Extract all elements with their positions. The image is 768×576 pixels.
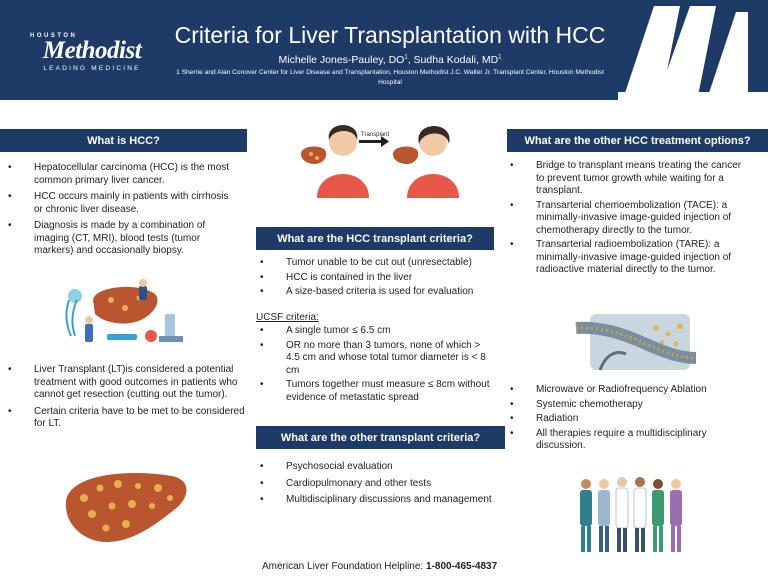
cirrhotic-liver-illustration: [62, 468, 192, 548]
poster-authors: Michelle Jones-Pauley, $DO^1$, Sudha Kodali, $MD^1$: [278, 54, 502, 66]
liver-lab-illustration: [55, 278, 185, 348]
list-item: • Certain criteria have to be met to be considered for LT.: [4, 406, 248, 431]
hcc-criteria-list: [256, 257, 496, 301]
ucsf-criteria-list: [256, 325, 496, 406]
list-item: • OR no more than 3 tumors, none of which > 4.5 cm and whose total tumor diameter is < 8 cm: [256, 340, 496, 378]
liver-transplant-list: [4, 364, 248, 435]
list-item: • All therapies require a multidisciplinary discussion.: [506, 428, 742, 453]
list-item: • Cardiopulmonary and other tests: [256, 478, 496, 491]
list-item: • Hepatocellular carcinoma (HCC) is the most common primary liver cancer.: [4, 162, 236, 187]
section-heading-other-treatment: What are the other HCC treatment options?: [507, 129, 768, 152]
list-item: • A size-based criteria is used for evaluation: [256, 286, 496, 299]
list-item: • Microwave or Radiofrequency Ablation: [506, 384, 742, 397]
section-heading-other-transplant: What are the other transplant criteria?: [256, 426, 505, 449]
list-item: • Diagnosis is made by a combination of imaging (CT, MRI), blood tests (tumor markers) and occasionally biopsy.: [4, 220, 236, 258]
list-item: • Liver Transplant (LT)is considered a potential treatment with good outcomes in patients who cannot get resection (cutting out the tumor).: [4, 364, 248, 402]
list-item: • Radiation: [506, 413, 742, 426]
section-heading-hcc-criteria: What are the HCC transplant criteria?: [256, 227, 494, 250]
list-item: • Multidisciplinary discussions and management: [256, 494, 496, 507]
list-item: • Transarterial chemoembolization (TACE): a minimally-invasive image-guided injection of chemotherapy directly to the tumor.: [506, 200, 742, 238]
other-transplant-list: [256, 461, 496, 511]
care-team-illustration: [576, 476, 694, 554]
embolization-illustration: [576, 314, 696, 374]
ucsf-criteria-label: UCSF criteria:: [256, 312, 319, 323]
list-item: • A single tumor ≤ 6.5 cm: [256, 325, 496, 338]
list-item: • Bridge to transplant means treating the cancer to prevent tumor growth while waiting for a transplant.: [506, 160, 742, 198]
poster-affiliation: 1 Sherrie and Alan Conover Center for Liver Disease and Transplantation, Houston Methodist J.C. Walter Jr. Transplant Center, Houston Methodist Hospital: [176, 69, 604, 86]
other-treatment-list: [506, 160, 742, 279]
helpline-footer: American Liver Foundation Helpline: 1-800-465-4837: [262, 561, 498, 572]
list-item: • HCC is contained in the liver: [256, 272, 496, 285]
methodist-m-mark: [618, 0, 768, 100]
transplant-illustration: [295, 118, 485, 198]
poster-header: [0, 0, 768, 100]
list-item: • Psychosocial evaluation: [256, 461, 496, 474]
other-treatment-list-b: [506, 384, 742, 455]
list-item: • Transarterial radioembolization (TARE): a minimally-invasive image-guided injection of radioactive material directly to the tumor.: [506, 239, 742, 277]
list-item: • Tumor unable to be cut out (unresectable): [256, 257, 496, 270]
section-heading-what-is-hcc: What is HCC?: [0, 129, 247, 152]
transplant-label: Transplant: [361, 132, 390, 138]
list-item: • HCC occurs mainly in patients with cirrhosis or chronic liver disease.: [4, 191, 236, 216]
what-is-hcc-list: [4, 162, 236, 262]
list-item: • Systemic chemotherapy: [506, 399, 742, 412]
houston-methodist-logo: HOUSTON Methodist LEADING MEDICINE: [30, 33, 142, 72]
helpline-phone: 1-800-465-4837: [425, 561, 498, 572]
poster-title: Criteria for Liver Transplantation with HCC: [174, 22, 606, 48]
list-item: • Tumors together must measure ≤ 8cm without evidence of metastatic spread: [256, 379, 496, 404]
